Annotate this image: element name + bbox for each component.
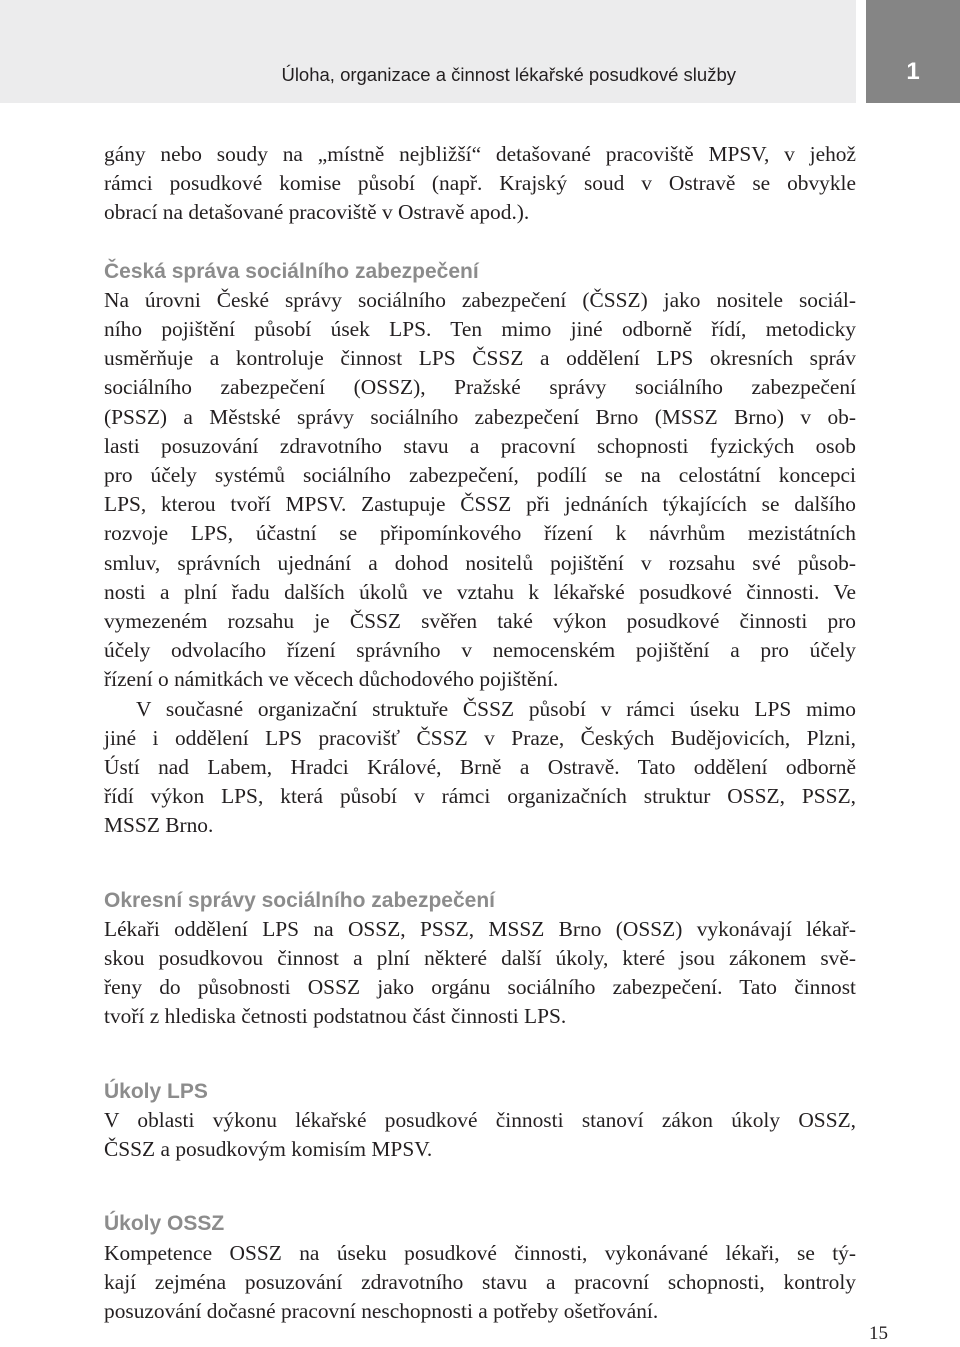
- section-heading-ossz: Okresní správy sociálního zabezpečení: [104, 888, 495, 912]
- text-line: usměrňuje a kontroluje činnost LPS ČSSZ a oddělení LPS okresních správ: [104, 346, 856, 371]
- text-line: lasti posuzování zdravotního stavu a pracovní schopnosti fyzických osob: [104, 433, 856, 458]
- chapter-number: 1: [906, 58, 920, 85]
- text-line: vymezeném rozsahu je ČSSZ svěřen také výkon posudkové činnosti pro: [104, 609, 856, 634]
- text-line: rozvoje LPS, účastní se připomínkového řízení k návrhům mezistátních: [104, 521, 856, 546]
- running-header: [0, 0, 856, 103]
- text-line: nosti a plní řadu dalších úkolů ve vztahu k lékařské posudkové činnosti. Ve: [104, 579, 856, 604]
- cssz-paragraph-2: [104, 695, 856, 841]
- text-line: gány nebo soudy na „místně nejbližší“ detašované pracoviště MPSV, v jehož: [104, 142, 856, 166]
- text-line: účely odvolacího řízení správního v nemocenském pojištění a pro účely: [104, 638, 856, 663]
- ukoly-lps-paragraph: [104, 1106, 856, 1164]
- text-line: ČSSZ a posudkovým komisím MPSV.: [104, 1137, 433, 1162]
- text-line: řízení o námitkách ve věcech důchodového pojištění.: [104, 667, 559, 692]
- text-line: LPS, kterou tvoří MPSV. Zastupuje ČSSZ při jednáních týkajících se dalšího: [104, 492, 856, 517]
- text-line: V oblasti výkonu lékařské posudkové činnosti stanoví zákon úkoly OSSZ,: [104, 1107, 856, 1132]
- ukoly-ossz-paragraph: [104, 1239, 856, 1327]
- intro-paragraph: [104, 140, 856, 228]
- text-line: pro účely systémů sociálního zabezpečení, podílí se na celostátní koncepci: [104, 463, 856, 488]
- text-line: (PSSZ) a Městské správy sociálního zabezpečení Brno (MSSZ Brno) v ob-: [104, 404, 856, 429]
- text-line: sociálního zabezpečení (OSSZ), Pražské správy sociálního zabezpečení: [104, 375, 856, 400]
- text-line: obrací na detašované pracoviště v Ostravě apod.).: [104, 200, 530, 225]
- text-line: Na úrovni České správy sociálního zabezpečení (ČSSZ) jako nositele sociál-: [104, 287, 856, 312]
- running-header-title: Úloha, organizace a činnost lékařské posudkové služby: [281, 64, 736, 85]
- text-line: posuzování dočasné pracovní neschopnosti a potřeby ošetřování.: [104, 1298, 659, 1323]
- text-line: Kompetence OSSZ na úseku posudkové činnosti, vykonávané lékaři, se tý-: [104, 1240, 856, 1265]
- section-heading-ukoly-ossz: Úkoly OSSZ: [104, 1212, 225, 1236]
- chapter-number-tab: [866, 0, 960, 103]
- text-line: rámci posudkové komise působí (např. Krajský soud v Ostravě se obvykle: [104, 171, 856, 196]
- text-line: MSSZ Brno.: [104, 813, 214, 838]
- page-body: [104, 140, 856, 1326]
- text-line: Ústí nad Labem, Hradci Králové, Brně a Ostravě. Tato oddělení odborně: [104, 755, 856, 780]
- cssz-paragraph-1: [104, 286, 856, 695]
- text-line: tvoří z hlediska četnosti podstatnou část činnosti LPS.: [104, 1004, 567, 1029]
- text-line: jiné i oddělení LPS pracovišť ČSSZ v Praze, Českých Budějovicích, Plzni,: [104, 725, 856, 750]
- text-line: Lékaři oddělení LPS na OSSZ, PSSZ, MSSZ Brno (OSSZ) vykonávají lékař-: [104, 916, 856, 941]
- text-line: řeny do působnosti OSSZ jako orgánu sociálního zabezpečení. Tato činnost: [104, 975, 856, 1000]
- text-line: kají zejména posuzování zdravotního stavu a pracovní schopnosti, kontroly: [104, 1269, 856, 1294]
- section-heading-cssz: Česká správa sociálního zabezpečení: [104, 259, 479, 283]
- text-line: ního pojištění působí úsek LPS. Ten mimo jiné odborně řídí, metodicky: [104, 317, 856, 342]
- text-line: skou posudkovou činnost a plní některé další úkoly, které jsou zákonem svě-: [104, 946, 856, 971]
- text-line: V současné organizační struktuře ČSSZ působí v rámci úseku LPS mimo: [136, 696, 856, 721]
- ossz-paragraph: [104, 915, 856, 1032]
- section-heading-ukoly-lps: Úkoly LPS: [104, 1079, 208, 1103]
- text-line: řídí výkon LPS, která působí v rámci organizačních struktur OSSZ, PSSZ,: [104, 784, 856, 809]
- page-number: 15: [869, 1323, 888, 1344]
- text-line: smluv, správních ujednání a dohod nositelů pojištění v rozsahu své působ-: [104, 550, 856, 575]
